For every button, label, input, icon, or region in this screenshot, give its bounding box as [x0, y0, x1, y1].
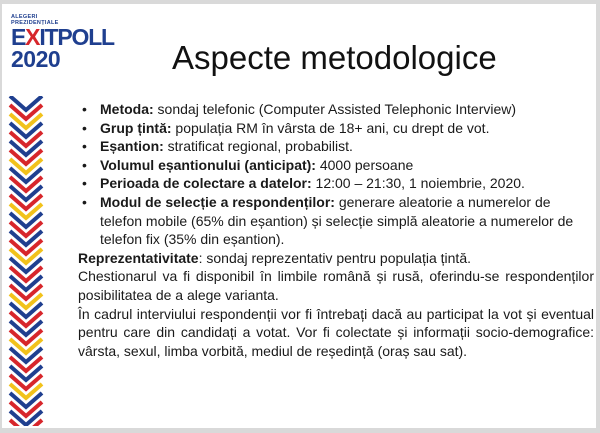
paragraph-questionnaire: Chestionarul va fi disponibil în limbile română și rusă, oferindu-se respondenților posibilitatea de a alege varianta. — [78, 268, 594, 303]
representativity-text: : sondaj reprezentativ pentru populația țintă. — [198, 249, 471, 266]
bullet-text: 12:00 – 21:30, 1 noiembrie, 2020. — [311, 175, 525, 192]
logo-exit: EXIT — [11, 24, 58, 50]
list-item — [78, 156, 594, 175]
list-item — [78, 119, 594, 138]
logo-poll: POLL — [57, 24, 114, 50]
bullet-text: sondaj telefonic (Computer Assisted Telephonic Interview) — [153, 101, 517, 117]
logo-line1: ALEGERI — [11, 14, 38, 20]
logo-x-accent: X — [25, 24, 40, 50]
logo-line2: PREZIDENȚIALE — [11, 20, 59, 26]
list-item — [78, 193, 594, 249]
bullet-label: Metoda: — [100, 101, 154, 117]
logo-year: 2020 — [11, 46, 61, 72]
representativity-label: Reprezentativitate — [78, 249, 199, 266]
bullet-text: generare aleatorie a numerelor de telefon mobile (65% din eșantion) și selecție simplă aleatorie a numerelor de telefon fix (35% din eșantion). — [100, 193, 574, 248]
paragraph-interview: În cadrul interviului respondenții vor fi întrebați dacă au participat la vot și eventual pentru care din candidați a votat. Vor fi colectate și informații socio-demografice: vârsta, sexul, limba vorbită, mediul de reședință (oraș sau sat). — [78, 305, 594, 359]
bullet-text: 4000 persoane — [315, 156, 414, 173]
chevron-stripes-decoration — [8, 96, 44, 426]
bullet-label: Grup țintă: — [100, 119, 172, 136]
exitpoll-logo — [11, 14, 121, 70]
representativity — [78, 249, 594, 268]
bullet-label: Modul de selecție a respondenților: — [100, 193, 335, 210]
list-item — [78, 137, 594, 156]
bullet-list — [78, 100, 594, 249]
bullet-text: stratificat regional, probabilist. — [163, 138, 353, 155]
bullet-label: Perioada de colectare a datelor: — [100, 175, 312, 192]
content — [78, 100, 594, 360]
chevron-pattern — [10, 96, 42, 426]
bullet-label: Volumul eșantionului (anticipat): — [100, 156, 316, 173]
logo-exitpoll — [11, 26, 121, 48]
bullet-label: Eșantion: — [100, 138, 164, 155]
list-item — [78, 100, 594, 119]
slide — [2, 4, 596, 428]
list-item — [78, 174, 594, 193]
bullet-text: populația RM în vârsta de 18+ ani, cu drept de vot. — [171, 119, 490, 136]
page-title: Aspecte metodologice — [172, 39, 497, 76]
